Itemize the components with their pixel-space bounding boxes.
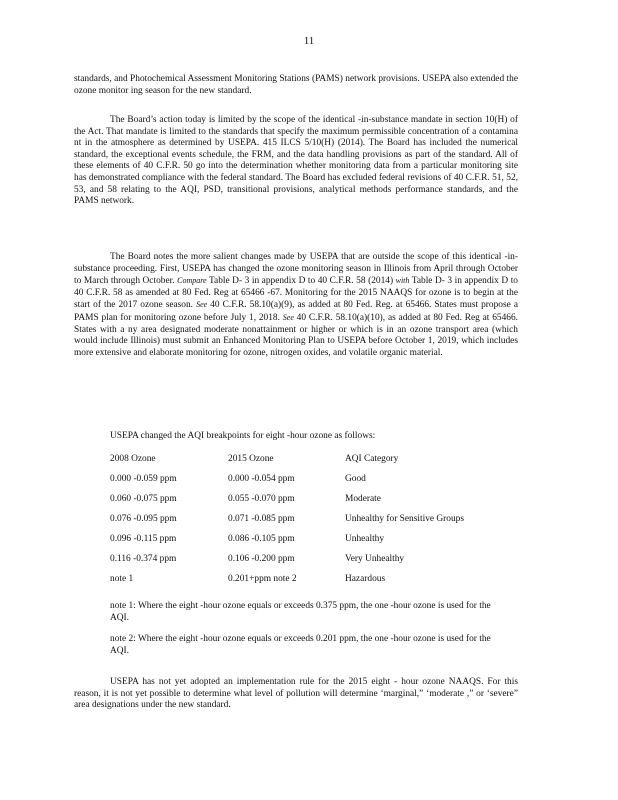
table-row xyxy=(110,554,525,574)
paragraph-salient-changes xyxy=(74,252,518,359)
table-cell: 0.201+ppm note 2 xyxy=(228,574,297,584)
table-cell: Moderate xyxy=(345,494,381,504)
table-cell: Very Unhealthy xyxy=(345,554,405,564)
table-cell: Hazardous xyxy=(345,574,386,584)
table-cell: 0.086 -0.105 ppm xyxy=(228,534,295,544)
text-run: 40 C.F.R. 58.10(a)(10), as added at 80 Fed. Reg at 65466. States with a ny area designated moderate nonattainment or higher or which is in an ozone transport area (which would include Illinois) must submit an Enhanced Monitoring Plan to USEPA before October 1, 2019, which includes more extensive and elaborate monitoring for ozone, nitrogen oxides, and volatile organic material. xyxy=(74,312,518,358)
citation-signal-see: See xyxy=(282,312,294,322)
table-row xyxy=(110,534,525,554)
paragraph-board-action: The Board’s action today is limited by the scope of the identical -in-substance mandate in section 10(H) of the Act. That mandate is limited to the standards that specify the maximum permissible concentration of a contamina nt in the atmosphere as determined by USEPA. 415 ILCS 5/10(H) (2014). The Board has included the numerical standard, the exceptional events schedule, the FRM, and the data handling provisions as part of the standard. All of these elements of 40 C.F.R. 50 go into the determination whether monitoring data from a particular monitoring site has demonstrated compliance with the federal standard. The Board has excluded federal revisions of 40 C.F.R. 51, 52, 53, and 58 relating to the AQI, PSD, transitional provisions, analytical methods performance standards, and the PAMS network. xyxy=(74,115,518,207)
text-run: The Board notes the more salient changes made by USEPA that are outside the scope of this identical -in-substance proceeding. First, USEPA has changed the ozone monitoring season in Illinois from April through October to March through October. xyxy=(74,252,518,287)
header-2015-ozone: 2015 Ozone xyxy=(228,454,274,464)
text-run: Table D- 3 in appendix D to 40 C.F.R. 58 (2014) xyxy=(206,276,396,287)
citation-signal-with: with xyxy=(395,276,410,286)
header-aqi-category: AQI Category xyxy=(345,454,399,464)
table-note-2: note 2: Where the eight -hour ozone equals or exceeds 0.201 ppm, the one -hour ozone is used for the AQI. xyxy=(110,634,491,656)
text-run: 40 C.F.R. 58.10(a)(9), as added at 80 Fed. Reg. at 65466. States must propose a PAMS plan for monitoring ozone before July 1, 2018. xyxy=(74,300,518,323)
table-cell: 0.071 -0.085 ppm xyxy=(228,514,295,524)
table-note-1: note 1: Where the eight -hour ozone equals or exceeds 0.375 ppm, the one -hour ozone is used for the AQI. xyxy=(110,601,491,623)
table-row xyxy=(110,574,525,594)
table-cell: 0.106 -0.200 ppm xyxy=(228,554,295,564)
table-cell: 0.000 -0.059 ppm xyxy=(110,474,177,484)
text-run: Table D- 3 in appendix D to 40 C.F.R. 58 as amended at 80 Fed. Reg at 65466 -67. Monitoring for the 2015 NAAQS for ozone is to begin at the start of the 2017 ozone season. xyxy=(74,276,518,311)
table-cell: 0.000 -0.054 ppm xyxy=(228,474,295,484)
header-2008-ozone: 2008 Ozone xyxy=(110,454,156,464)
paragraph-continuation: standards, and Photochemical Assessment Monitoring Stations (PAMS) network provisions. USEPA also extended the ozone monitor ing season for the new standard. xyxy=(74,74,518,96)
table-cell: Unhealthy xyxy=(345,534,385,544)
paragraph-implementation-rule: USEPA has not yet adopted an implementation rule for the 2015 eight - hour ozone NAAQS. For this reason, it is not yet possible to determine what level of pollution will determine ‘marginal,” ‘moderate ,” or ‘severe” area designations under the new standard. xyxy=(74,677,518,711)
citation-signal-see: See xyxy=(196,300,208,310)
table-cell: 0.055 -0.070 ppm xyxy=(228,494,295,504)
table-cell: 0.096 -0.115 ppm xyxy=(110,534,177,544)
table-cell: Unhealthy for Sensitive Groups xyxy=(345,514,464,524)
table-intro: USEPA changed the AQI breakpoints for eight -hour ozone as follows: xyxy=(110,431,376,441)
table-cell: 0.060 -0.075 ppm xyxy=(110,494,177,504)
table-row xyxy=(110,494,525,514)
table-cell: 0.076 -0.095 ppm xyxy=(110,514,177,524)
table-cell: note 1 xyxy=(110,574,134,584)
citation-signal-compare: Compare xyxy=(177,276,207,286)
table-row xyxy=(110,474,525,494)
table-header-row xyxy=(110,454,525,474)
page-number: 11 xyxy=(303,35,315,47)
aqi-breakpoints-table xyxy=(110,454,525,594)
table-cell: 0.116 -0.374 ppm xyxy=(110,554,177,564)
table-cell: Good xyxy=(345,474,366,484)
table-row xyxy=(110,514,525,534)
